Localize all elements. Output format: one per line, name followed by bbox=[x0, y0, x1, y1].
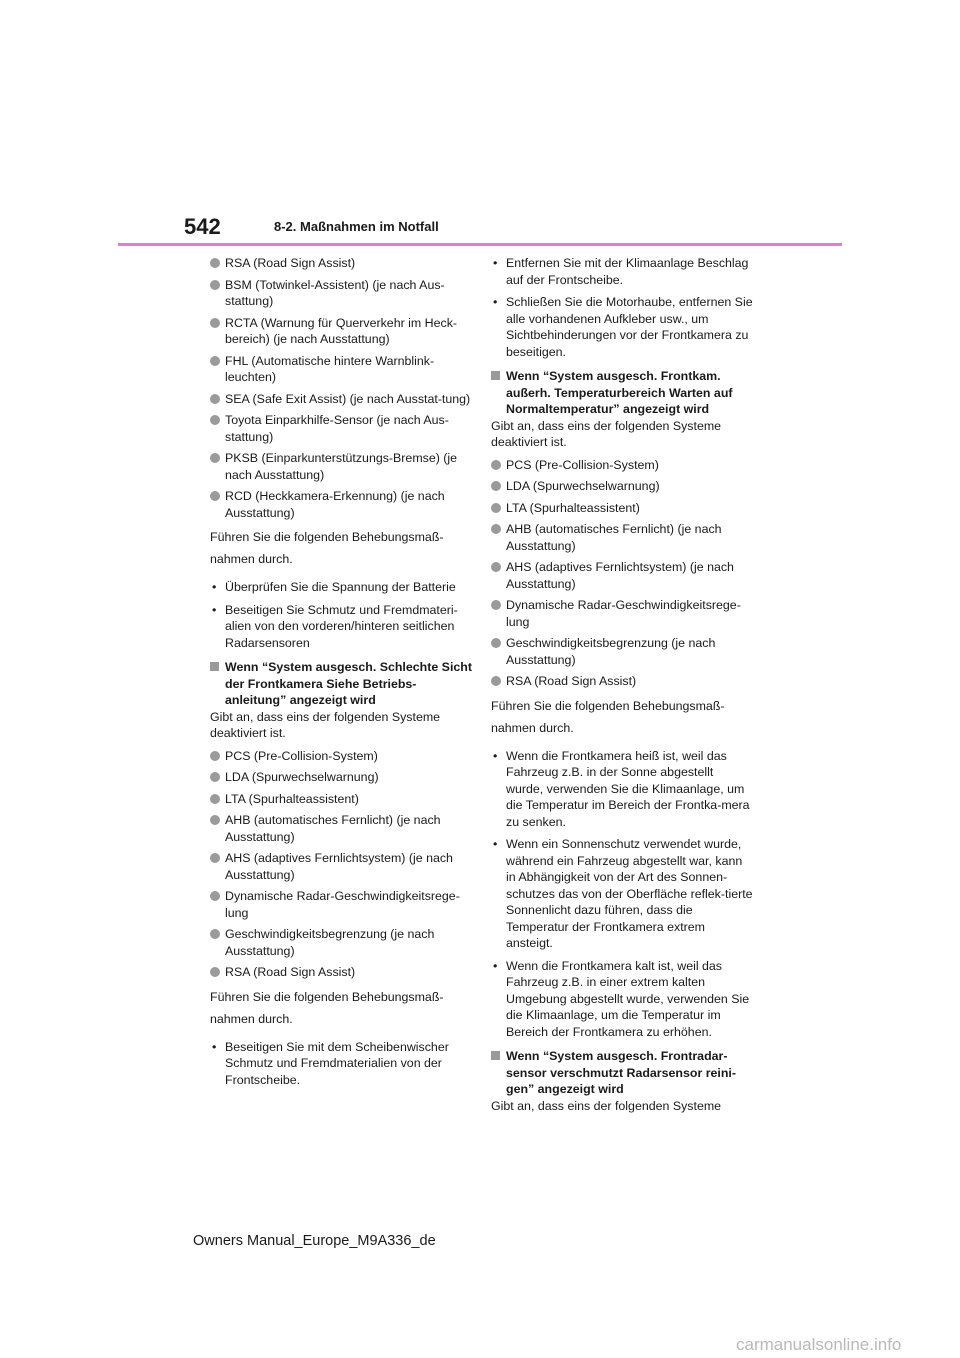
footer-text: Owners Manual_Europe_M9A336_de bbox=[193, 1233, 436, 1249]
bullet-marker-icon: • bbox=[212, 1039, 217, 1054]
section-heading bbox=[491, 1048, 753, 1098]
page-number: 542 bbox=[184, 214, 221, 239]
list-item-text: Wenn ein Sonnenschutz verwendet wurde, während ein Fahrzeug abgestellt war, kann in Abhängigkeit von der Art des Sonnen-schutzes das von der Oberfläche reflek-tierte Sonnenlicht dazu führen, dass die Temperatur der Frontkamera extrem ansteigt. bbox=[506, 837, 753, 950]
dot-list-item bbox=[491, 478, 753, 495]
dot-list bbox=[210, 748, 472, 981]
list-item-text: BSM (Totwinkel-Assistent) (je nach Aus-stattung) bbox=[225, 277, 445, 308]
circle-bullet-icon bbox=[210, 415, 220, 425]
list-item-text: AHS (adaptives Fernlichtsystem) (je nach Ausstattung) bbox=[506, 560, 734, 591]
dot-list-item bbox=[210, 277, 472, 310]
bullet-list-item bbox=[491, 958, 753, 1041]
circle-bullet-icon bbox=[210, 258, 220, 268]
dot-list-item bbox=[210, 850, 472, 883]
list-item-text: Geschwindigkeitsbegrenzung (je nach Ausstattung) bbox=[506, 636, 716, 667]
list-item-text: Überprüfen Sie die Spannung der Batterie bbox=[225, 580, 456, 594]
list-item-text: Geschwindigkeitsbegrenzung (je nach Ausstattung) bbox=[225, 927, 435, 958]
bullet-list bbox=[491, 255, 753, 360]
bullet-marker-icon: • bbox=[493, 295, 498, 309]
list-item-text: RSA (Road Sign Assist) bbox=[225, 256, 356, 270]
list-item-text: LDA (Spurwechselwarnung) bbox=[506, 479, 660, 493]
dot-list-item bbox=[210, 769, 472, 786]
dot-list-item bbox=[210, 791, 472, 808]
paragraph: Führen Sie die folgenden Behebungsmaß-nahmen durch. bbox=[491, 698, 725, 735]
list-item-text: Toyota Einparkhilfe-Sensor (je nach Aus-stattung) bbox=[225, 413, 449, 444]
dot-list-item bbox=[491, 521, 753, 554]
bullet-list-item bbox=[210, 1039, 472, 1089]
circle-bullet-icon bbox=[210, 394, 220, 404]
dot-list-item bbox=[210, 748, 472, 765]
dot-list-item bbox=[491, 673, 753, 690]
list-item-text: Wenn die Frontkamera kalt ist, weil das Fahrzeug z.B. in einer extrem kalten Umgebung abgestellt wurde, verwenden Sie die Klimaanlage, um die Temperatur im Bereich der Frontkamera zu erhöhen. bbox=[506, 958, 750, 1039]
circle-bullet-icon bbox=[210, 491, 220, 501]
dot-list-item bbox=[491, 597, 753, 630]
dot-list-item bbox=[491, 457, 753, 474]
square-bullet-icon bbox=[210, 662, 219, 671]
circle-bullet-icon bbox=[210, 815, 220, 825]
bullet-list bbox=[210, 1039, 472, 1089]
paragraph: Gibt an, dass eins der folgenden Systeme deaktiviert ist. bbox=[210, 709, 441, 740]
section-title: 8-2. Maßnahmen im Notfall bbox=[274, 219, 439, 234]
circle-bullet-icon bbox=[210, 280, 220, 290]
dot-list-item bbox=[210, 315, 472, 348]
list-item-text: Dynamische Radar-Geschwindigkeitsrege-lung bbox=[506, 598, 741, 629]
dot-list-item bbox=[210, 391, 472, 408]
list-item-text: AHB (automatisches Fernlicht) (je nach Ausstattung) bbox=[506, 522, 722, 553]
list-item-text: Schließen Sie die Motorhaube, entfernen Sie alle vorhandenen Aufkleber usw., um Sichtbehinderungen vor der Frontkamera zu beseitigen. bbox=[506, 295, 753, 359]
list-item-text: RCTA (Warnung für Querverkehr im Heck-bereich) (je nach Ausstattung) bbox=[225, 315, 458, 346]
bullet-list-item bbox=[210, 579, 472, 596]
bullet-marker-icon: • bbox=[493, 837, 498, 851]
dot-list-item bbox=[210, 450, 472, 483]
circle-bullet-icon bbox=[491, 481, 501, 491]
circle-bullet-icon bbox=[210, 453, 220, 463]
circle-bullet-icon bbox=[491, 638, 501, 648]
list-item-text: SEA (Safe Exit Assist) (je nach Ausstat-tung) bbox=[225, 391, 471, 406]
header-rule bbox=[118, 243, 842, 246]
dot-list-item bbox=[210, 488, 472, 521]
list-item-text: Entfernen Sie mit der Klimaanlage Beschlag auf der Frontscheibe. bbox=[506, 256, 749, 287]
circle-bullet-icon bbox=[210, 891, 220, 901]
list-item-text: Beseitigen Sie Schmutz und Fremdmateri-alien von den vorderen/hinteren seitlichen Radarsensoren bbox=[225, 602, 458, 650]
circle-bullet-icon bbox=[210, 318, 220, 328]
list-item-text: Wenn die Frontkamera heiß ist, weil das Fahrzeug z.B. in der Sonne abgestellt wurde, verwenden Sie die Klimaanlage, um die Temperatur im Bereich der Frontka-mera zu senken. bbox=[506, 748, 750, 829]
circle-bullet-icon bbox=[491, 460, 501, 470]
square-bullet-icon bbox=[491, 371, 500, 380]
list-item-text: AHB (automatisches Fernlicht) (je nach Ausstattung) bbox=[225, 813, 441, 844]
bullet-list bbox=[491, 748, 753, 1041]
circle-bullet-icon bbox=[210, 929, 220, 939]
heading-text: Wenn “System ausgesch. Frontradar-sensor verschmutzt Radarsensor reini-gen” angezeigt wird bbox=[506, 1049, 736, 1096]
bullet-marker-icon: • bbox=[212, 602, 217, 617]
bullet-list bbox=[210, 579, 472, 651]
circle-bullet-icon bbox=[210, 967, 220, 977]
dot-list bbox=[210, 255, 472, 521]
list-item-text: Dynamische Radar-Geschwindigkeitsrege-lung bbox=[225, 889, 460, 920]
list-item-text: PCS (Pre-Collision-System) bbox=[225, 748, 378, 763]
bullet-marker-icon: • bbox=[493, 256, 498, 270]
dot-list-item bbox=[491, 635, 753, 668]
circle-bullet-icon bbox=[491, 676, 501, 686]
dot-list-item bbox=[210, 964, 472, 981]
bullet-list-item bbox=[491, 294, 753, 360]
dot-list-item bbox=[210, 888, 472, 921]
list-item-text: Beseitigen Sie mit dem Scheibenwischer Schmutz und Fremdmaterialien von der Frontscheibe. bbox=[225, 1039, 449, 1087]
list-item-text: RCD (Heckkamera-Erkennung) (je nach Ausstattung) bbox=[225, 489, 445, 520]
list-item-text: RSA (Road Sign Assist) bbox=[225, 965, 356, 979]
dot-list-item bbox=[210, 353, 472, 386]
bullet-list-item bbox=[210, 602, 472, 652]
dot-list-item bbox=[210, 926, 472, 959]
list-item-text: AHS (adaptives Fernlichtsystem) (je nach Ausstattung) bbox=[225, 851, 453, 882]
dot-list-item bbox=[491, 559, 753, 592]
bullet-list-item bbox=[491, 836, 753, 952]
dot-list bbox=[491, 457, 753, 690]
bullet-marker-icon: • bbox=[212, 580, 217, 594]
list-item-text: PCS (Pre-Collision-System) bbox=[506, 457, 659, 472]
bullet-list-item bbox=[491, 748, 753, 831]
left-column bbox=[210, 255, 472, 1094]
dot-list-item bbox=[491, 500, 753, 517]
dot-list-item bbox=[210, 412, 472, 445]
circle-bullet-icon bbox=[491, 524, 501, 534]
list-item-text: FHL (Automatische hintere Warnblink-leuchten) bbox=[225, 353, 435, 384]
watermark[interactable]: carmanualsonline.info bbox=[736, 1335, 902, 1354]
section-heading bbox=[210, 659, 472, 709]
section-heading bbox=[491, 368, 753, 418]
circle-bullet-icon bbox=[210, 794, 220, 804]
dot-list-item bbox=[210, 255, 472, 272]
bullet-marker-icon: • bbox=[493, 958, 498, 973]
right-column bbox=[491, 255, 753, 1120]
circle-bullet-icon bbox=[210, 853, 220, 863]
bullet-marker-icon: • bbox=[493, 748, 498, 763]
list-item-text: LDA (Spurwechselwarnung) bbox=[225, 770, 379, 784]
paragraph: Führen Sie die folgenden Behebungsmaß-nahmen durch. bbox=[210, 530, 444, 566]
bullet-list-item bbox=[491, 255, 753, 288]
circle-bullet-icon bbox=[491, 503, 501, 513]
circle-bullet-icon bbox=[210, 772, 220, 782]
circle-bullet-icon bbox=[491, 562, 501, 572]
list-item-text: PKSB (Einparkunterstützungs-Bremse) (je nach Ausstattung) bbox=[225, 451, 458, 482]
dot-list-item bbox=[210, 812, 472, 845]
circle-bullet-icon bbox=[210, 751, 220, 761]
circle-bullet-icon bbox=[491, 600, 501, 610]
paragraph: Führen Sie die folgenden Behebungsmaß-nahmen durch. bbox=[210, 989, 444, 1026]
list-item-text: LTA (Spurhalteassistent) bbox=[506, 500, 640, 515]
paragraph: Gibt an, dass eins der folgenden Systeme bbox=[491, 1098, 722, 1113]
heading-text: Wenn “System ausgesch. Schlechte Sicht der Frontkamera Siehe Betriebs-anleitung” angezeigt wird bbox=[225, 660, 472, 707]
square-bullet-icon bbox=[491, 1051, 500, 1060]
paragraph: Gibt an, dass eins der folgenden Systeme deaktiviert ist. bbox=[491, 418, 722, 449]
list-item-text: RSA (Road Sign Assist) bbox=[506, 674, 637, 688]
heading-text: Wenn “System ausgesch. Frontkam. außerh. Temperaturbereich Warten auf Normaltemperatur” angezeigt wird bbox=[506, 369, 733, 416]
list-item-text: LTA (Spurhalteassistent) bbox=[225, 791, 359, 806]
circle-bullet-icon bbox=[210, 356, 220, 366]
